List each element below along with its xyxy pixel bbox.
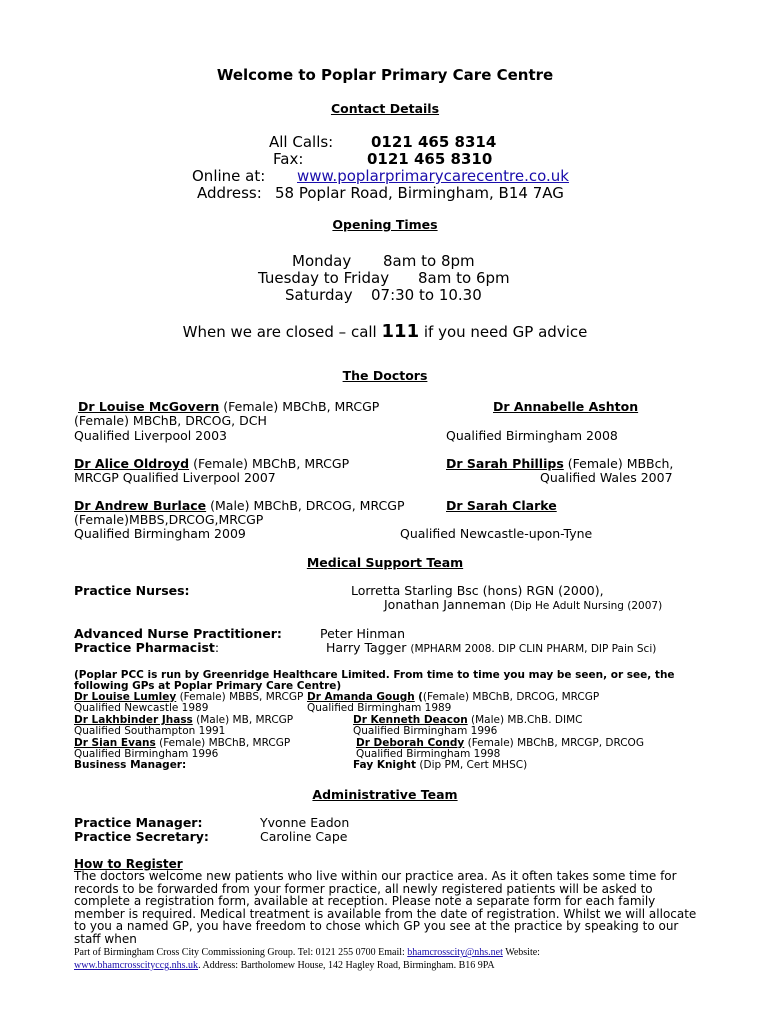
- fax-value: 0121 465 8310: [367, 150, 493, 168]
- gp-entry: Dr Louise Lumley (Female) MBBS, MRCGP: [74, 691, 304, 703]
- doctor-qualification: Qualified Newcastle-upon-Tyne: [400, 526, 593, 541]
- nurse-name: Lorretta Starling Bsc (hons) RGN (2000),: [351, 583, 604, 598]
- doctor-name: Dr Sarah Clarke: [446, 498, 557, 513]
- practice-secretary-label: Practice Secretary:: [74, 829, 209, 844]
- closed-notice: When we are closed – call 111 if you need GP advice: [182, 321, 588, 342]
- pharmacist-entry: Harry Tagger (MPHARM 2008. DIP CLIN PHARM, DIP Pain Sci): [326, 640, 657, 655]
- opening-day: Tuesday to Friday: [258, 269, 390, 287]
- opening-heading: Opening Times: [332, 217, 438, 232]
- gp-qualification: Qualified Southampton 1991: [74, 725, 226, 737]
- opening-time: 8am to 8pm: [383, 252, 475, 270]
- gp-qualification: Qualified Newcastle 1989: [74, 702, 209, 714]
- doctor-qualification: Qualified Wales 2007: [540, 470, 673, 485]
- contact-heading: Contact Details: [330, 101, 440, 116]
- online-label: Online at:: [192, 167, 266, 185]
- opening-day: Monday: [292, 252, 352, 270]
- anp-label: Advanced Nurse Practitioner:: [74, 626, 282, 641]
- practice-secretary-value: Caroline Cape: [260, 829, 348, 844]
- doctor-qualification: Qualified Birmingham 2009: [74, 526, 246, 541]
- greenridge-note: following GPs at Poplar Primary Care Centre): [74, 680, 342, 692]
- admin-heading: Administrative Team: [312, 787, 458, 802]
- gp-entry: Dr Sian Evans (Female) MBChB, MRCGP: [74, 737, 291, 749]
- fax-label: Fax:: [273, 150, 304, 168]
- doctors-heading: The Doctors: [342, 368, 428, 383]
- footer-line-1: Part of Birmingham Cross City Commissioning Group. Tel: 0121 255 0700 Email: bhamcrosscity@nhs.net Website:: [74, 947, 540, 958]
- gp-entry: Dr Kenneth Deacon (Male) MB.ChB. DIMC: [353, 714, 583, 726]
- gp-entry: Dr Lakhbinder Jhass (Male) MB, MRCGP: [74, 714, 294, 726]
- doctor-info: (Female)MBBS,DRCOG,MRCGP: [74, 512, 264, 527]
- doctor-entry: Dr Sarah Phillips (Female) MBBch,: [446, 456, 674, 471]
- doctor-name: Dr Annabelle Ashton: [493, 399, 639, 414]
- pharmacist-label: Practice Pharmacist:: [74, 640, 220, 655]
- gp-qualification: Qualified Birmingham 1996: [353, 725, 498, 737]
- gp-entry: Dr Deborah Condy (Female) MBChB, MRCGP, DRCOG: [356, 737, 644, 749]
- opening-day: Saturday: [285, 286, 353, 304]
- calls-label: All Calls:: [269, 133, 334, 151]
- footer-website-link[interactable]: www.bhamcrosscityccg.nhs.uk: [74, 960, 199, 971]
- gp-entry: Dr Amanda Gough ((Female) MBChB, DRCOG, MRCGP: [307, 691, 600, 703]
- practice-manager-label: Practice Manager:: [74, 815, 203, 830]
- business-manager-label: Business Manager:: [74, 759, 187, 771]
- doctor-entry: Dr Andrew Burlace (Male) MBChB, DRCOG, MRCGP: [74, 498, 405, 513]
- opening-time: 8am to 6pm: [418, 269, 510, 287]
- address-value: 58 Poplar Road, Birmingham, B14 7AG: [275, 184, 564, 202]
- nhs-111-number: 111: [381, 321, 420, 342]
- doctor-qualification: Qualified Birmingham 2008: [446, 428, 618, 443]
- page-title: Welcome to Poplar Primary Care Centre: [216, 66, 554, 84]
- calls-value: 0121 465 8314: [371, 133, 497, 151]
- opening-time: 07:30 to 10.30: [371, 286, 482, 304]
- support-heading: Medical Support Team: [306, 555, 464, 570]
- doctor-name: Dr Sarah Phillips: [446, 456, 564, 471]
- practice-manager-value: Yvonne Eadon: [260, 815, 350, 830]
- business-manager-entry: Fay Knight (Dip PM, Cert MHSC): [353, 759, 528, 771]
- doctor-entry: Dr Alice Oldroyd (Female) MBChB, MRCGP: [74, 456, 350, 471]
- register-body: The doctors welcome new patients who live within our practice area. As it often takes some time for records to be forwarded from your former practice, all newly registered patients will be asked to complete a registration form, available at reception. Please note a separate form for each family member is required. Medical treatment is available from the date of registration. Whilst we will allocate to you a named GP, you have freedom to chose which GP you see at the practice by speaking to our staff when: [74, 869, 697, 946]
- address-label: Address:: [197, 184, 262, 202]
- nurse-entry: Jonathan Janneman (Dip He Adult Nursing (2007): [384, 597, 663, 612]
- anp-value: Peter Hinman: [320, 626, 406, 641]
- doctor-entry: Dr Louise McGovern (Female) MBChB, MRCGP: [78, 399, 380, 414]
- nurses-label: Practice Nurses:: [74, 583, 190, 598]
- doctor-qualification: Qualified Liverpool 2003: [74, 428, 227, 443]
- gp-qualification: Qualified Birmingham 1989: [307, 702, 452, 714]
- gp-qualification: Qualified Birmingham 1996: [74, 748, 219, 760]
- register-heading: How to Register: [74, 857, 183, 871]
- doctor-info: MRCGP Qualified Liverpool 2007: [74, 470, 276, 485]
- doctor-name: Dr Andrew Burlace: [74, 498, 207, 513]
- gp-qualification: Qualified Birmingham 1998: [356, 748, 501, 760]
- website-link[interactable]: www.poplarprimarycarecentre.co.uk: [297, 167, 569, 185]
- footer-line-2: www.bhamcrosscityccg.nhs.uk. Address: Bartholomew House, 142 Hagley Road, Birmingham. B16 9PA: [74, 960, 495, 971]
- greenridge-note: (Poplar PCC is run by Greenridge Healthcare Limited. From time to time you may be seen, or see, the: [74, 669, 675, 681]
- doctor-name: Dr Louise McGovern: [78, 399, 220, 414]
- doctor-info: (Female) MBChB, DRCOG, DCH: [74, 413, 267, 428]
- doctor-name: Dr Alice Oldroyd: [74, 456, 190, 471]
- footer-email-link[interactable]: bhamcrosscity@nhs.net: [407, 947, 503, 958]
